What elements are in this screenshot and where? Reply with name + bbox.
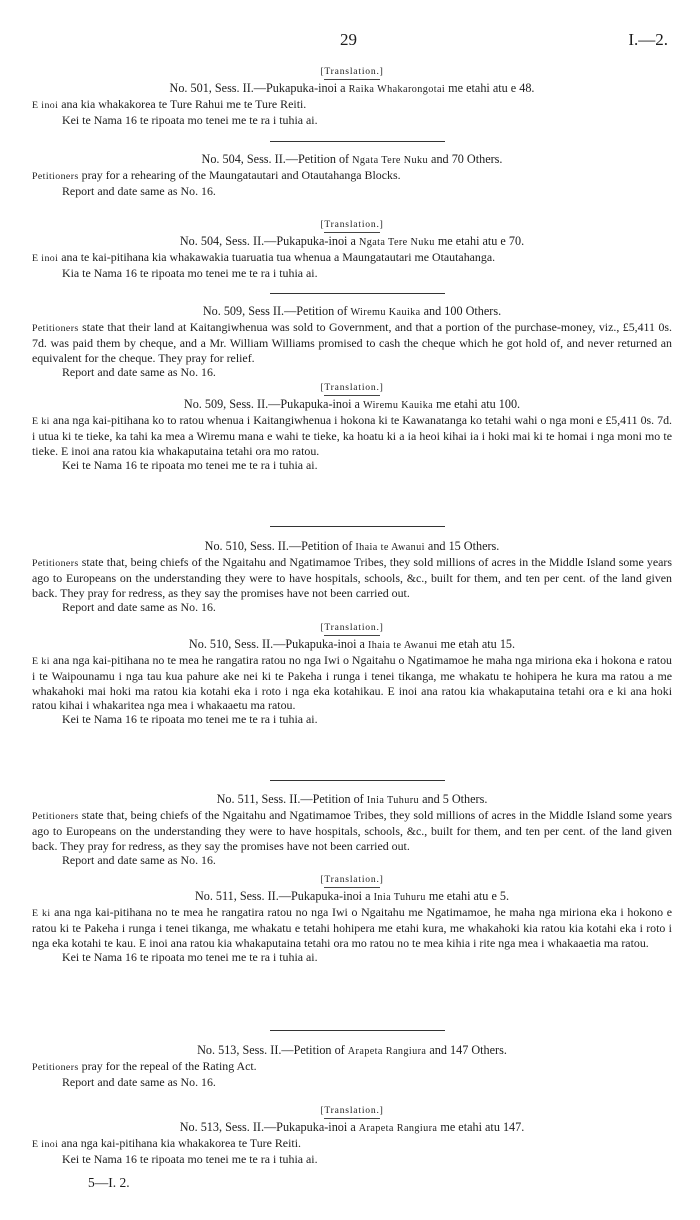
petition-body: E inoi ana kia whakakorea te Ture Rahui me te Ture Reiti.: [32, 97, 307, 111]
heading-rule: [324, 1118, 380, 1119]
translation-heading: [Translation.]: [320, 1105, 384, 1116]
petition-title: No. 501, Sess. II.—Pukapuka-inoi a Raika Whakarongotai me etahi atu e 48.: [169, 81, 535, 95]
petition-body: E inoi ana nga kai-pitihana kia whakakorea te Ture Reiti.: [32, 1136, 301, 1150]
petition-body: Petitioners pray for the repeal of the Rating Act.: [32, 1059, 257, 1073]
petition-title: No. 509, Sess II.—Petition of Wiremu Kauika and 100 Others.: [202, 304, 502, 318]
petition-entry-511-translation: [32, 874, 672, 964]
page-footer: 5—I. 2.: [88, 1175, 130, 1190]
petition-entry-504-translation: [32, 219, 672, 281]
petition-body: Petitioners state that their land at Kaitangiwhenua was sold to Government, and that a portion of the purchase-money, viz., £5,411 0s. 7d. was paid them by cheque, and a Mr. William Williams promised to cash the cheque which he got hold of, and never returned an equivalent for the cheque. They pray for relief.: [32, 320, 672, 365]
petition-body: E ki ana nga kai-pitihana no te mea he rangatira ratou no nga Iwi o Ngaitahu me Ngatimamoe, he maha nga miriona eka i hokono e ratou ki te Pakeha i runga i tenei tikanga, me whakatu e tetahi hohipera me etahi kura, me whakahoki kia ratou kia kotahi eka i roto i nga eka kotahi te kau. E inoi ana ratou kia whakaputaina tetahi ora mo ratou no te mea kihia i rite nga mea i whakaaetia ma ratou.: [32, 905, 672, 950]
petition-report: Report and date same as No. 16.: [62, 364, 216, 379]
petition-body: Petitioners state that, being chiefs of the Ngaitahu and Ngatimamoe Tribes, they sold millions of acres in the Middle Island some years ago to Europeans on the understanding they were to have hospitals, schools, &c., built for them, and ten per cent. of the land given back. They pray for redress, as they say the promises have not been carried out.: [32, 555, 673, 600]
section-divider: [270, 141, 445, 142]
translation-heading: [Translation.]: [320, 622, 384, 633]
heading-rule: [324, 232, 380, 233]
section-divider: [270, 293, 445, 294]
petition-entry-501-translation: [32, 66, 672, 128]
petition-entry-504: [32, 152, 672, 199]
petition-title: No. 510, Sess. II.—Petition of Ihaia te Awanui and 15 Others.: [204, 539, 500, 553]
heading-rule: [324, 395, 380, 396]
petition-entry-513-translation: [32, 1105, 672, 1167]
petition-report: Kia te Nama 16 te ripoata mo tenei me te ra i tuhia ai.: [62, 266, 318, 281]
petition-title: No. 513, Sess. II.—Petition of Arapeta Rangiura and 147 Others.: [197, 1043, 507, 1057]
translation-heading: [Translation.]: [320, 874, 384, 885]
petition-report: Kei te Nama 16 te ripoata mo tenei me te ra i tuhia ai.: [62, 949, 318, 964]
petition-entry-513: [32, 1043, 672, 1090]
heading-rule: [324, 887, 380, 888]
petition-report: Report and date same as No. 16.: [62, 852, 216, 867]
petition-title: No. 509, Sess. II.—Pukapuka-inoi a Wiremu Kauika me etahi atu 100.: [183, 397, 521, 411]
section-divider: [270, 526, 445, 527]
heading-rule: [324, 79, 380, 80]
petition-report: Kei te Nama 16 te ripoata mo tenei me te ra i tuhia ai.: [62, 113, 318, 128]
petition-title: No. 504, Sess. II.—Pukapuka-inoi a Ngata Tere Nuku me etahi atu e 70.: [179, 234, 525, 248]
petition-report: Kei te Nama 16 te ripoata mo tenei me te ra i tuhia ai.: [62, 1152, 318, 1167]
petition-body: E ki ana nga kai-pitihana no te mea he rangatira ratou no nga Iwi o Ngaitahu o Ngatimamoe he maha nga miriona eka i hokona e ratou i te Waipounamu i nga tau kua pahure ake nei ki te Pakeha i runga i tenei tikanga, me whakatu te hohipera he kura ma ratou a me whakahoki mai hoki ma ratou kia kotahi eka i roto i nga eka kotahikau. E inoi ana ratou kia whakaputaina tetahi ora e ki ana hoki ratou kihai i whakaritea nga mea i whakaaetu ma ratou.: [32, 653, 672, 712]
section-divider: [270, 1030, 445, 1031]
petition-body: E inoi ana te kai-pitihana kia whakawakia tuaruatia tua whenua a Maungatautari me Otautahanga.: [32, 250, 496, 264]
heading-rule: [324, 635, 380, 636]
translation-heading: [Translation.]: [320, 382, 384, 393]
page-number: 29: [340, 30, 357, 49]
petition-entry-509-translation: [32, 382, 672, 472]
petition-title: No. 504, Sess. II.—Petition of Ngata Tere Nuku and 70 Others.: [201, 152, 503, 166]
petition-report: Report and date same as No. 16.: [62, 1075, 216, 1090]
petition-report: Report and date same as No. 16.: [62, 599, 216, 614]
petition-report: Report and date same as No. 16.: [62, 184, 216, 199]
petition-title: No. 513, Sess. II.—Pukapuka-inoi a Arapeta Rangiura me etahi atu 147.: [179, 1120, 525, 1134]
petition-report: Kei te Nama 16 te ripoata mo tenei me te ra i tuhia ai.: [62, 457, 318, 472]
petition-title: No. 511, Sess. II.—Pukapuka-inoi a Inia Tuhuru me etahi atu e 5.: [194, 889, 510, 903]
petition-entry-509: [32, 304, 672, 379]
petition-body: E ki ana nga kai-pitihana ko to ratou whenua i Kaitangiwhenua i hokona ki te Kawanatanga ko tetahi wahi o nga moni e £5,411 0s. 7d. i utua ki te tieke, ka tahi ka mea a Wiremu mana e wahi te tieke, ka hoatu ki a ia heoi kihai ia i hoki mai ki te homai i nga moni mo te tieke. E inoi ana ratou kia whakaputaina tetahi ora mo ratou.: [32, 413, 672, 458]
petition-report: Kei te Nama 16 te ripoata mo tenei me te ra i tuhia ai.: [62, 712, 318, 727]
translation-heading: [Translation.]: [320, 66, 384, 77]
petition-title: No. 511, Sess. II.—Petition of Inia Tuhuru and 5 Others.: [216, 792, 488, 806]
translation-heading: [Translation.]: [320, 219, 384, 230]
petition-entry-510-translation: [32, 622, 672, 726]
petition-entry-511: [32, 792, 672, 867]
petition-body: Petitioners pray for a rehearing of the Maungatautari and Otautahanga Blocks.: [32, 168, 401, 182]
document-reference: I.—2.: [628, 30, 668, 49]
petition-entry-510: [32, 539, 672, 614]
petition-body: Petitioners state that, being chiefs of the Ngaitahu and Ngatimamoe Tribes, they sold millions of acres in the Middle Island some years ago to Europeans on the understanding they were to have hospitals, schools, &c., built for them, and ten per cent. of the land given back. They pray for redress, as they say the promises have not been carried out.: [32, 808, 673, 853]
section-divider: [270, 780, 445, 781]
petition-title: No. 510, Sess. II.—Pukapuka-inoi a Ihaia te Awanui me etah atu 15.: [188, 637, 516, 651]
